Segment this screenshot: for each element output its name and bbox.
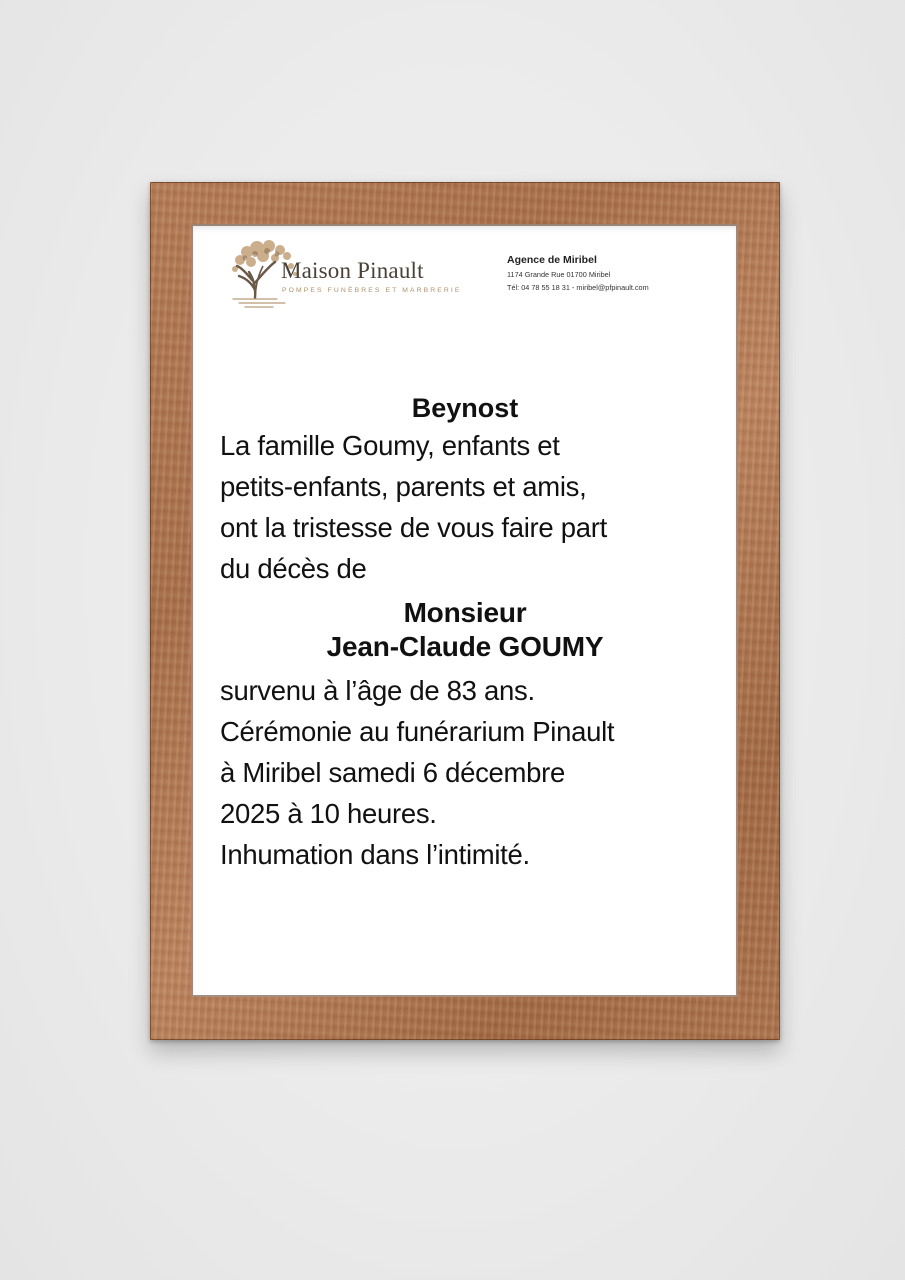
- detail-line: à Miribel samedi 6 décembre: [220, 757, 565, 788]
- brand-tagline: POMPES FUNÈBRES ET MARBRERIE: [282, 287, 462, 294]
- intro-line: petits-enfants, parents et amis,: [220, 471, 587, 502]
- intro-paragraph: [220, 425, 720, 589]
- agency-name: Agence de Miribel: [507, 254, 597, 266]
- intro-line: du décès de: [220, 553, 367, 584]
- agency-contact: Tél: 04 78 55 18 31 - miribel@pfpinault.com: [507, 283, 649, 292]
- agency-address: 1174 Grande Rue 01700 Miribel: [507, 270, 611, 279]
- intro-line: La famille Goumy, enfants et: [220, 430, 560, 461]
- intro-line: ont la tristesse de vous faire part: [220, 512, 607, 543]
- deceased-name: Jean-Claude GOUMY: [326, 631, 604, 662]
- detail-line: Inhumation dans l’intimité.: [220, 839, 530, 870]
- agency-info: [507, 254, 649, 296]
- brand-name: Maison Pinault: [281, 258, 424, 283]
- details-paragraph: [220, 670, 720, 875]
- town-heading: Beynost: [411, 393, 519, 423]
- deceased-title: Monsieur: [403, 597, 527, 628]
- obituary-notice-sheet: [191, 224, 738, 997]
- deceased-name-block: [220, 596, 710, 664]
- maison-pinault-logo: [225, 236, 475, 312]
- detail-line: Cérémonie au funérarium Pinault: [220, 716, 615, 747]
- picture-frame: [150, 182, 780, 1040]
- obituary-text: [220, 391, 720, 875]
- detail-line: survenu à l’âge de 83 ans.: [220, 675, 535, 706]
- detail-line: 2025 à 10 heures.: [220, 798, 437, 829]
